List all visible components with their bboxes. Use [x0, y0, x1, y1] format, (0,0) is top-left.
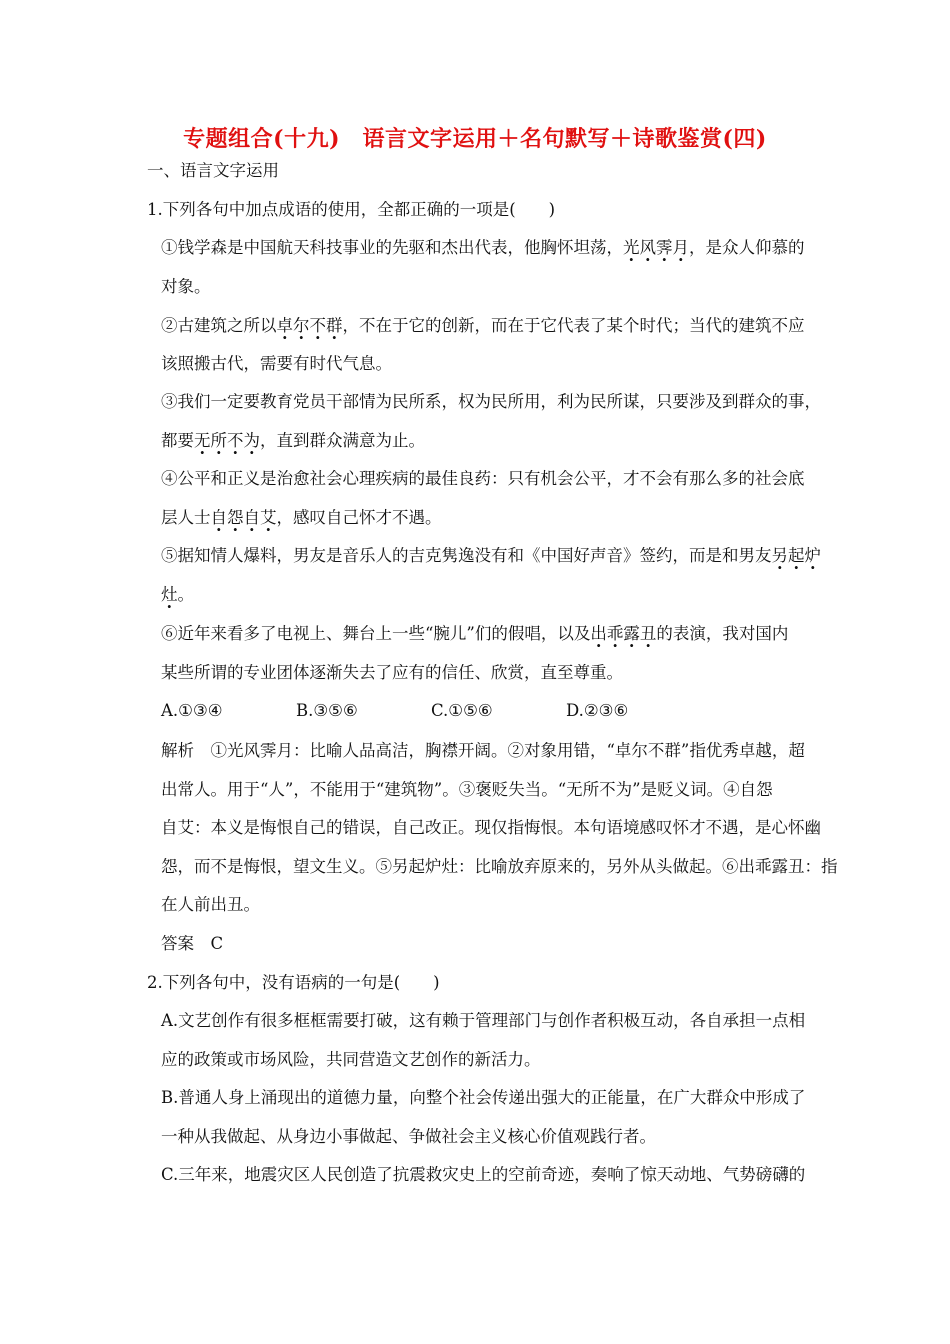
q1-analysis-line: 在人前出丑。 — [161, 895, 260, 914]
q1-analysis-line: 怨，而不是悔恨，望文生义。⑤另起炉灶：比喻放弃原来的，另外从头做起。⑥出乖露丑：指 — [161, 857, 838, 876]
q1-sentence-2-cont: 该照搬古代，需要有时代气息。 — [161, 354, 392, 373]
q1-analysis-line: 自艾：本义是悔恨自己的错误，自己改正。现仅指悔恨。本句语境感叹怀才不遇，是心怀幽 — [161, 818, 821, 837]
q2-line: A.文艺创作有很多框框需要打破，这有赖于管理部门与创作者积极互动，各自承担一点相 — [161, 1011, 806, 1030]
q1-analysis-line: 出常人。用于“人”，不能用于“建筑物”。③褒贬失当。“无所不为”是贬义词。④自怨 — [161, 780, 773, 799]
q1-sentence-6: ⑥近年来看多了电视上、舞台上一些“腕儿”们的假唱，以及出乖露丑的表演，我对国内 — [161, 624, 789, 643]
q1-sentence-5: ⑤据知情人爆料，男友是音乐人的吉克隽逸没有和《中国好声音》签约，而是和男友另起炉 — [161, 546, 821, 565]
q1-sentence-2: ②古建筑之所以卓尔不群，不在于它的创新，而在于它代表了某个时代；当代的建筑不应 — [161, 316, 805, 335]
q2-line: B.普通人身上涌现出的道德力量，向整个社会传递出强大的正能量，在广大群众中形成了 — [161, 1088, 806, 1107]
q2-line: 应的政策或市场风险，共同营造文艺创作的新活力。 — [161, 1050, 541, 1069]
q1-sentence-6-cont: 某些所谓的专业团体逐渐失去了应有的信任、欣赏，直至尊重。 — [161, 663, 623, 682]
q1-sentence-5-cont: 灶。 — [161, 585, 194, 604]
q1-analysis-line: 解析 ①光风霁月：比喻人品高洁，胸襟开阔。②对象用错，“卓尔不群”指优秀卓越，超 — [161, 741, 805, 760]
q1-sentence-3: ③我们一定要教育党员干部情为民所系，权为民所用，利为民所谋，只要涉及到群众的事， — [161, 392, 821, 411]
q1-sentence-4-cont: 层人士自怨自艾，感叹自己怀才不遇。 — [161, 508, 442, 527]
q1-sentence-1-cont: 对象。 — [161, 277, 211, 296]
option-b: B.③⑤⑥ — [296, 701, 358, 720]
q2-line: 一种从我做起、从身边小事做起、争做社会主义核心价值观践行者。 — [161, 1127, 656, 1146]
section-heading: 一、语言文字运用 — [147, 161, 279, 180]
question-2-stem: 2.下列各句中，没有语病的一句是( ) — [147, 973, 440, 992]
q1-answer: 答案 C — [161, 934, 224, 953]
option-c: C.①⑤⑥ — [431, 701, 493, 720]
option-a: A.①③④ — [161, 701, 223, 720]
q1-options — [161, 700, 701, 722]
q1-sentence-3-cont: 都要无所不为，直到群众满意为止。 — [161, 431, 425, 450]
q2-line: C.三年来，地震灾区人民创造了抗震救灾史上的空前奇迹，奏响了惊天动地、气势磅礴的 — [161, 1165, 806, 1184]
page-title: 专题组合(十九) 语言文字运用＋名句默写＋诗歌鉴赏(四) — [183, 126, 767, 152]
option-d: D.②③⑥ — [566, 701, 629, 720]
q1-sentence-4: ④公平和正义是治愈社会心理疾病的最佳良药：只有机会公平，才不会有那么多的社会底 — [161, 469, 805, 488]
question-1-stem: 1.下列各句中加点成语的使用，全都正确的一项是( ) — [147, 200, 556, 219]
q1-sentence-1: ①钱学森是中国航天科技事业的先驱和杰出代表，他胸怀坦荡，光风霁月，是众人仰慕的 — [161, 238, 805, 257]
